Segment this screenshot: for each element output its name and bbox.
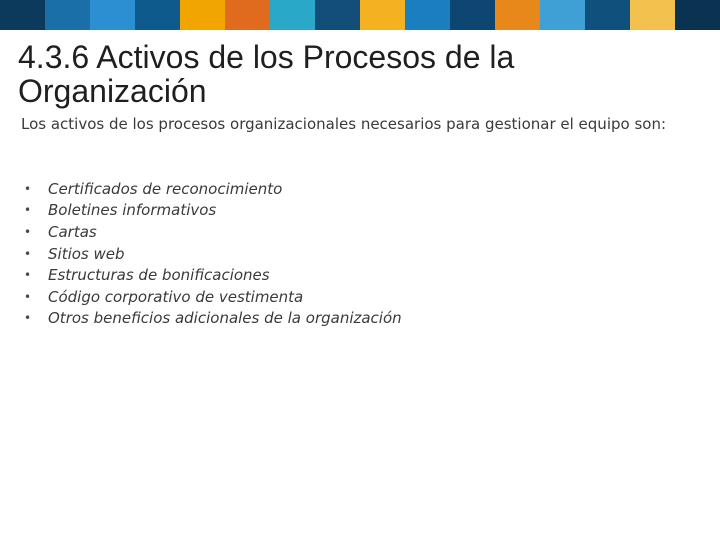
list-item	[24, 308, 684, 330]
bullet-icon: •	[24, 246, 32, 261]
banner-tile	[270, 0, 315, 30]
banner-tile	[135, 0, 180, 30]
banner-tile	[675, 0, 720, 30]
bullet-icon: •	[24, 268, 32, 283]
banner-tile	[225, 0, 270, 30]
banner-tile	[405, 0, 450, 30]
bullet-icon: •	[24, 181, 32, 196]
list-item	[24, 264, 684, 286]
banner-tile	[315, 0, 360, 30]
bullet-icon: •	[24, 224, 32, 239]
banner-tile	[540, 0, 585, 30]
banner-tile	[90, 0, 135, 30]
slide-title: 4.3.6 Activos de los Procesos de la Organización	[18, 39, 515, 109]
banner-tile	[495, 0, 540, 30]
banner-tile	[360, 0, 405, 30]
banner-tile	[585, 0, 630, 30]
list-item-text: Boletines informativos	[48, 201, 217, 220]
bullet-icon: •	[24, 289, 32, 304]
list-item	[24, 221, 684, 243]
banner-tile	[45, 0, 90, 30]
list-item	[24, 243, 684, 265]
list-item-text: Certificados de reconocimiento	[48, 179, 283, 198]
slide-intro-text: Los activos de los procesos organizacionales necesarios para gestionar el equipo son:	[21, 115, 666, 133]
bullet-list	[24, 178, 684, 329]
banner-tile	[0, 0, 45, 30]
list-item-text: Estructuras de bonificaciones	[48, 266, 270, 285]
banner-tile	[450, 0, 495, 30]
banner-tile	[180, 0, 225, 30]
list-item-text: Otros beneficios adicionales de la organización	[48, 309, 402, 328]
list-item-text: Sitios web	[48, 244, 125, 263]
list-item-text: Código corporativo de vestimenta	[48, 287, 304, 306]
list-item	[24, 286, 684, 308]
banner-tile	[630, 0, 675, 30]
list-item-text: Cartas	[48, 222, 97, 241]
bullet-icon: •	[24, 311, 32, 326]
bullet-icon: •	[24, 203, 32, 218]
list-item	[24, 200, 684, 222]
header-banner	[0, 0, 720, 30]
list-item	[24, 178, 684, 200]
